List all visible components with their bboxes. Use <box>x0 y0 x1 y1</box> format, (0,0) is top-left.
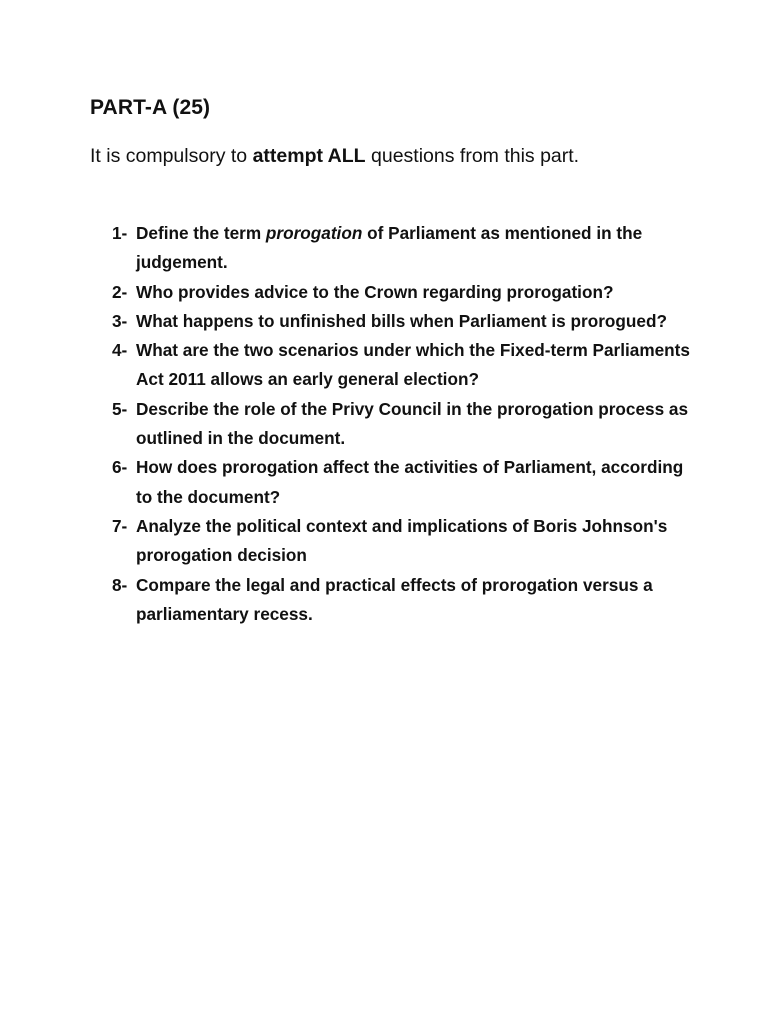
question-text: Compare the legal and practical effects of prorogation versus a parliamentary recess. <box>136 574 653 624</box>
question-text: Who provides advice to the Crown regarding prorogation? <box>136 281 614 302</box>
question-term-italic: prorogation <box>265 223 363 243</box>
question-number: 2- <box>112 281 128 302</box>
question-number: 1- <box>112 223 128 243</box>
question-text: Describe the role of the Privy Council in the prorogation process as outlined in the document. <box>136 398 689 449</box>
question-number: 7- <box>112 515 128 536</box>
instruction-emphasis: attempt ALL <box>252 145 366 167</box>
question-text: Analyze the political context and implications of Boris Johnson's prorogation decision <box>136 515 668 566</box>
question-item <box>112 219 692 278</box>
instruction-suffix: questions from this part. <box>365 145 580 167</box>
question-number: 8- <box>112 574 128 595</box>
question-text-part: of Parliament as mentioned in the judgement. <box>136 223 643 273</box>
question-item <box>112 307 692 336</box>
question-item <box>112 278 692 307</box>
instruction-prefix: It is compulsory to <box>90 145 253 167</box>
question-item <box>112 571 692 630</box>
question-list <box>112 219 692 629</box>
question-text <box>136 223 642 272</box>
question-item <box>112 336 692 395</box>
instruction-text <box>90 143 579 169</box>
question-number: 5- <box>112 398 128 419</box>
question-item <box>112 512 692 571</box>
question-text: What happens to unfinished bills when Parliament is prorogued? <box>136 310 667 331</box>
question-item <box>112 453 692 512</box>
question-text: What are the two scenarios under which the Fixed-term Parliaments Act 2011 allows an early general election? <box>136 340 690 390</box>
question-text: How does prorogation affect the activities of Parliament, according to the document? <box>136 457 684 507</box>
section-heading: PART-A (25) <box>90 96 211 119</box>
question-text-part: Define the term <box>136 223 266 243</box>
question-number: 3- <box>112 310 128 331</box>
question-item <box>112 395 692 454</box>
question-number: 4- <box>112 340 128 361</box>
question-number: 6- <box>112 457 128 478</box>
